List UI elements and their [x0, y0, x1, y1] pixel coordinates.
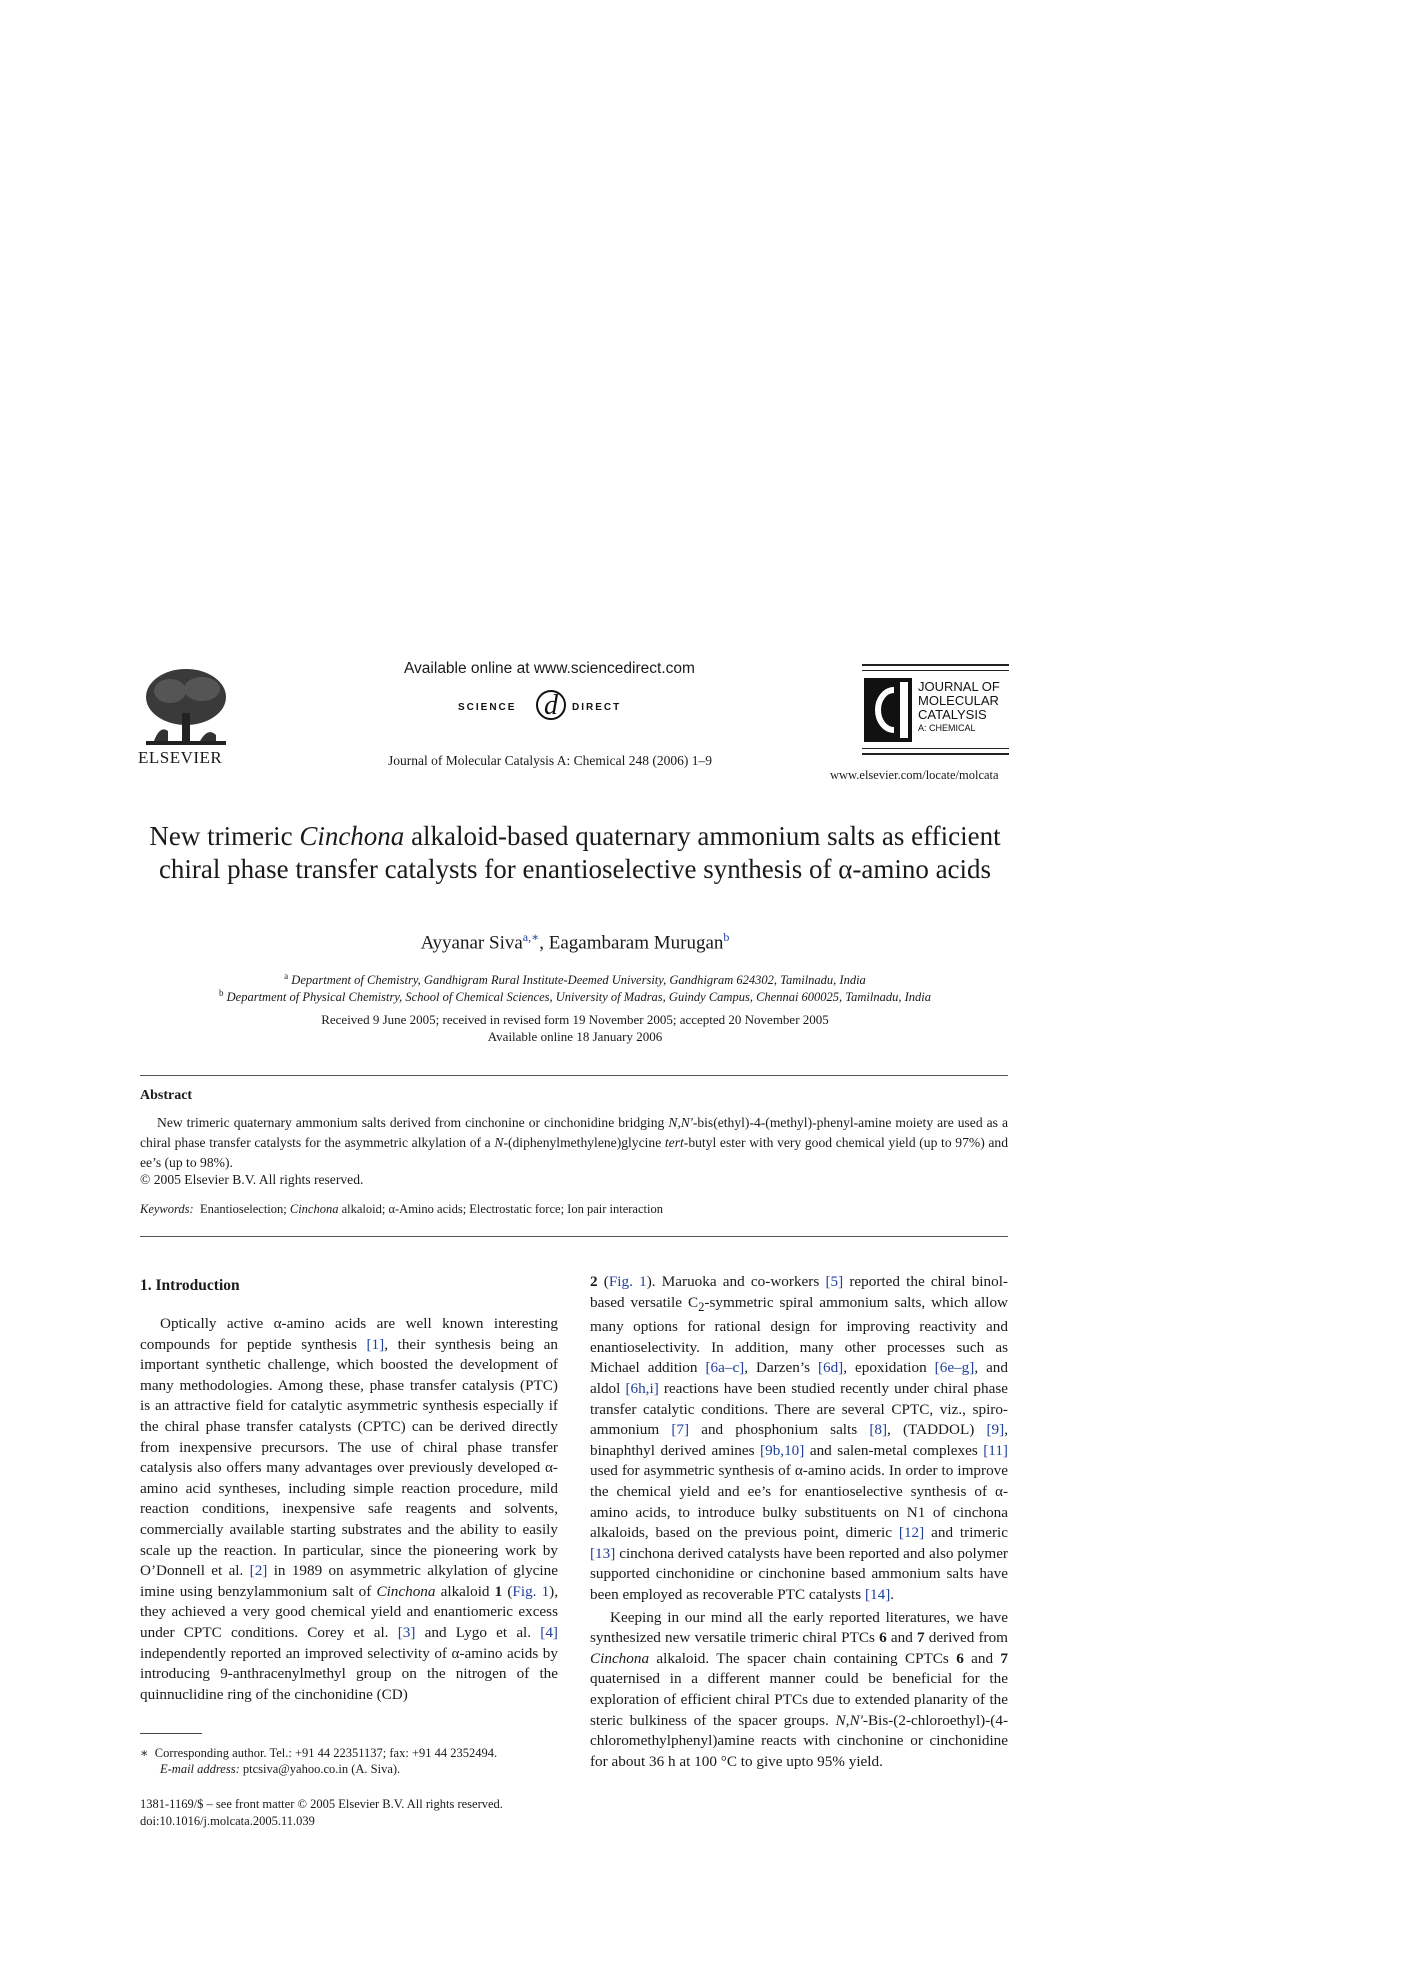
journal-logo-line: MOLECULAR — [918, 693, 999, 708]
journal-logo-line: JOURNAL OF — [918, 679, 1000, 694]
author-affiliation-link[interactable]: b — [723, 930, 730, 944]
figure-link[interactable]: Fig. 1 — [608, 1273, 647, 1290]
paragraph: Optically active α-amino acids are well known interesting compounds for peptide synthesis [1], their synthesis being an important synthetic challenge, which boosted the development of many methodologies. Among these, phase transfer catalysis (PTC) is an attractive field for catalytic asymmetric synthesis especially if the chiral phase transfer catalysts (CPTC) can be derived directly from inexpensive precursors. The use of chiral phase transfer catalysis also offers many advantages over previously developed α-amino acid syntheses, including simple reaction procedure, mild reaction conditions, inexpensive safe reagents and solvents, commercially available starting substrates and the ability to easily scale up the reaction. In particular, since the pioneering work by O’Donnell et al. [2] in 1989 on asymmetric alkylation of glycine imine using benzylammonium salt of Cinchona alkaloid 1 (Fig. 1), they achieved a very good chemical yield and enantiomeric excess under CPTC conditions. Corey et al. [3] and Lygo et al. [4] independently reported an improved selectivity of α-amino acids by introducing 9-anthracenylmethyl group on the nitrogen of the quinnuclidine ring of the cinchonidine (CD) — [140, 1315, 559, 1703]
figure-link[interactable]: Fig. 1 — [512, 1582, 550, 1600]
sd-left-text: SCIENCE — [458, 702, 517, 713]
author-name: Eagambaram Murugan — [548, 932, 724, 954]
author-name: Ayyanar Siva — [420, 932, 523, 954]
email-footnote: E-mail address: ptcsiva@yahoo.co.in (A. Siva). — [160, 1762, 401, 1776]
footnote-divider — [140, 1733, 202, 1734]
author-list: Ayyanar Siva$^{a,∗}$, Eagambaram Murugan$^b$ — [420, 930, 730, 954]
available-online-text: Available online at www.sciencedirect.com — [404, 660, 695, 677]
citation-link[interactable]: [9b,10] — [760, 1441, 805, 1459]
citation-link[interactable]: [11] — [983, 1441, 1008, 1459]
author-affiliation-link[interactable]: a,∗ — [522, 930, 540, 944]
journal-citation: Journal of Molecular Catalysis A: Chemical 248 (2006) 1–9 — [388, 753, 712, 768]
citation-link[interactable]: [5] — [825, 1273, 844, 1290]
doi-line: doi:10.1016/j.molcata.2005.11.039 — [140, 1814, 315, 1828]
paragraph: Keeping in our mind all the early reported literatures, we have synthesized new versatile trimeric chiral PTCs 6 and 7 derived from Cinchona alkaloid. The spacer chain containing CPTCs 6 and 7 quaternised in a different manner could be beneficial for the exploration of efficient chiral PTCs due to extended planarity of the steric bulkiness of the spacer groups. N,N′-Bis-(2-chloroethyl)-(4-chloromethylphenyl)amine reacts with cinchonine or cinchonidine for about 36 h at 100 °C to give upto 95% yield. — [590, 1608, 1009, 1770]
citation-link[interactable]: [13] — [590, 1544, 616, 1562]
corresponding-author-footnote: ∗ Corresponding author. Tel.: +91 44 22351137; fax: +91 44 2352494. — [140, 1746, 498, 1760]
citation-link[interactable]: [2] — [249, 1562, 268, 1580]
svg-text:d: d — [544, 690, 558, 721]
citation-link[interactable]: [9] — [986, 1421, 1005, 1439]
section-heading: 1. Introduction — [140, 1277, 240, 1294]
affiliation-a: $^a$ Department of Chemistry, Gandhigram Rural Institute-Deemed University, Gandhigram 624302, Tamilnadu, India — [284, 971, 866, 988]
sciencedirect-logo — [458, 684, 638, 726]
article-title: New trimeric Cinchona alkaloid-based quaternary ammonium salts as efficient chiral phase transfer catalysts for enantioselective synthesis of α-amino acids — [149, 821, 1001, 884]
citation-link[interactable]: [6d] — [817, 1359, 844, 1377]
citation-link[interactable]: [3] — [397, 1623, 416, 1641]
citation-link[interactable]: [1] — [366, 1335, 385, 1353]
citation-link[interactable]: [8] — [869, 1421, 888, 1439]
citation-link[interactable]: [6a–c] — [705, 1359, 745, 1377]
citation-link[interactable]: [6e–g] — [934, 1359, 975, 1377]
publisher-name: ELSEVIER — [138, 748, 223, 767]
journal-logo — [862, 664, 1009, 756]
journal-c-icon — [864, 678, 912, 742]
keywords: Keywords: Enantioselection; Cinchona alkaloid; α-Amino acids; Electrostatic force; Ion pair interaction — [140, 1202, 663, 1216]
abstract-copyright: © 2005 Elsevier B.V. All rights reserved. — [140, 1172, 364, 1187]
available-online-date: Available online 18 January 2006 — [487, 1029, 663, 1044]
citation-link[interactable]: [7] — [671, 1421, 690, 1439]
citation-link[interactable]: [12] — [898, 1524, 925, 1542]
citation-link[interactable]: [6h,i] — [625, 1380, 659, 1397]
journal-logo-line: CATALYSIS — [918, 707, 987, 722]
sd-right-text: DIRECT — [572, 702, 622, 713]
divider — [140, 1236, 1008, 1237]
body-column-right — [590, 1272, 1008, 1772]
abstract-text: New trimeric quaternary ammonium salts derived from cinchonine or cinchonidine bridging N,N′-bis(ethyl)-4-(methyl)-phenyl-amine moiety are used as a chiral phase transfer catalysts for the asymmetric alkylation of a N-(diphenylmethylene)glycine tert-butyl ester with very good chemical yield (up to 97%) and ee’s (up to 98%). — [140, 1115, 1009, 1170]
journal-logo-sub: A: CHEMICAL — [918, 723, 976, 733]
issn-line: 1381-1169/$ – see front matter © 2005 Elsevier B.V. All rights reserved. — [140, 1797, 503, 1811]
journal-url-link[interactable]: www.elsevier.com/locate/molcata — [830, 768, 999, 782]
affiliation-b: $^b$ Department of Physical Chemistry, School of Chemical Sciences, University of Madras, Guindy Campus, Chennai 600025, Tamilnadu, India — [219, 988, 931, 1005]
citation-link[interactable]: [14] — [864, 1585, 891, 1603]
abstract-heading: Abstract — [140, 1088, 193, 1103]
citation-link[interactable]: [4] — [540, 1623, 558, 1641]
divider — [140, 1075, 1008, 1076]
body-column-left — [140, 1314, 558, 1705]
paragraph: 2 (Fig. 1). Maruoka and co-workers [5] reported the chiral binol-based versatile $C_2$-symmetric spiral ammonium salts, which allow many options for rational design for improving reactivity and enantioselectivity. In addition, many other processes such as Michael addition [6a–c], Darzen’s [6d], epoxidation [6e–g], and aldol [6h,i] reactions have been studied recently under chiral phase transfer catalytic conditions. There are several CPTC, viz., spiro-ammonium [7] and phosphonium salts [8], (TADDOL) [9], binaphthyl derived amines [9b,10] and salen-metal complexes [11] used for asymmetric synthesis of α-amino acids. In order to improve the chemical yield and ee’s for enantioselective synthesis of α-amino acids, to introduce bulky substituents on N1 of cinchona alkaloids, based on the previous point, dimeric [12] and trimeric [13] cinchona derived catalysts have been reported and also polymer supported cinchonidine or cinchonine based ammonium salts have been employed as recoverable PTC catalysts [14]. — [590, 1273, 1009, 1603]
received-dates: Received 9 June 2005; received in revised form 19 November 2005; accepted 20 November 2005 — [321, 1012, 829, 1027]
